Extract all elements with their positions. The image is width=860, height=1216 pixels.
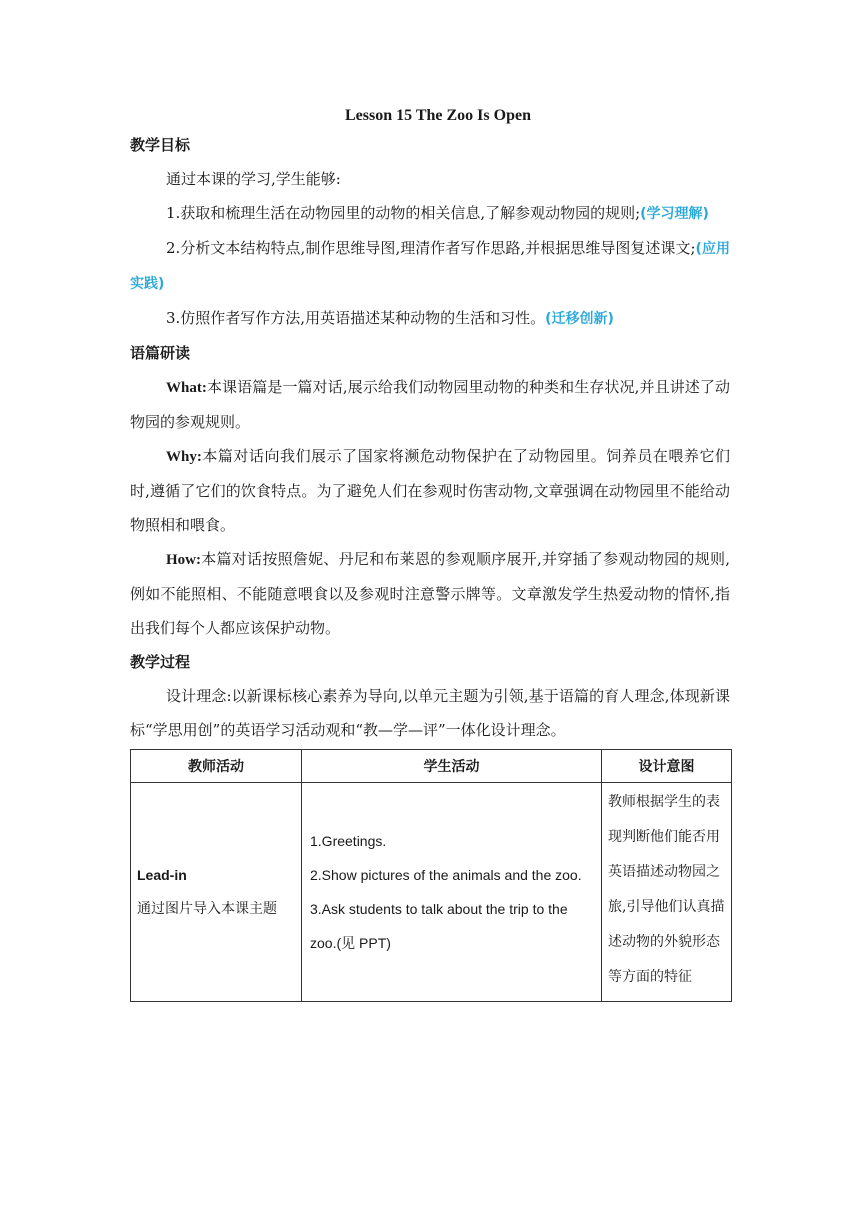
design-concept: 设计理念:以新课标核心素养为导向,以单元主题为引领,基于语篇的育人理念,体现新课标“学思用创”的英语学习活动观和“教—学—评”一体化设计理念。 <box>130 687 730 739</box>
table-header-row <box>131 750 732 783</box>
design-intent-cell: 教师根据学生的表现判断他们能否用英语描述动物园之旅,引导他们认真描述动物的外貌形态等方面的特征 <box>602 783 732 1002</box>
objective-text: 2.分析文本结构特点,制作思维导图,理清作者写作思路,并根据思维导图复述课文; <box>166 239 696 257</box>
student-activity-line: 1.Greetings. <box>310 833 387 849</box>
analysis-what <box>130 370 730 439</box>
objective-item-2 <box>130 231 730 301</box>
teacher-note: 通过图片导入本课主题 <box>137 901 277 917</box>
step-name: Lead-in <box>137 867 187 883</box>
how-label: How: <box>166 552 201 568</box>
analysis-heading: 语篇研读 <box>130 344 191 362</box>
student-activity-line: 3.Ask students to talk about the trip to the zoo.(见 PPT) <box>310 901 568 951</box>
objectives-intro: 通过本课的学习,学生能够: <box>166 170 341 188</box>
why-label: Why: <box>166 449 202 465</box>
objective-tag: (学习理解) <box>640 206 709 222</box>
objectives-heading: 教学目标 <box>130 136 191 154</box>
process-heading: 教学过程 <box>130 653 191 671</box>
table-header-student: 学生活动 <box>302 750 602 783</box>
objective-item-1 <box>130 196 730 231</box>
why-text: 本篇对话向我们展示了国家将濒危动物保护在了动物园里。饲养员在喂养它们时,遵循了它们的饮食特点。为了避免人们在参观时伤害动物,文章强调在动物园里不能给动物照相和喂食。 <box>130 447 730 534</box>
objective-text: 1.获取和梳理生活在动物园里的动物的相关信息,了解参观动物园的规则; <box>166 204 641 222</box>
student-activity-cell <box>302 783 602 1002</box>
table-row <box>131 783 732 1002</box>
objective-text: 3.仿照作者写作方法,用英语描述某种动物的生活和习性。 <box>166 309 546 327</box>
table-header-teacher: 教师活动 <box>131 750 302 783</box>
how-text: 本篇对话按照詹妮、丹尼和布莱恩的参观顺序展开,并穿插了参观动物园的规则,例如不能照相、不能随意喂食以及参观时注意警示牌等。文章激发学生热爱动物的情怀,指出我们每个人都应该保护动物。 <box>130 550 730 637</box>
table-header-intent: 设计意图 <box>602 750 732 783</box>
what-label: What: <box>166 380 207 396</box>
page-title: Lesson 15 The Zoo Is Open <box>345 107 531 124</box>
objective-item-3 <box>130 301 730 336</box>
analysis-why <box>130 439 730 542</box>
teacher-activity-cell <box>131 783 302 1002</box>
teaching-process-table <box>130 749 732 1002</box>
student-activity-line: 2.Show pictures of the animals and the zoo. <box>310 867 582 883</box>
lesson-plan-page <box>130 104 730 1002</box>
objective-tag: (应用实践) <box>130 241 730 292</box>
objective-tag: (迁移创新) <box>545 311 614 327</box>
analysis-how <box>130 542 730 645</box>
what-text: 本课语篇是一篇对话,展示给我们动物园里动物的种类和生存状况,并且讲述了动物园的参观规则。 <box>130 378 730 431</box>
